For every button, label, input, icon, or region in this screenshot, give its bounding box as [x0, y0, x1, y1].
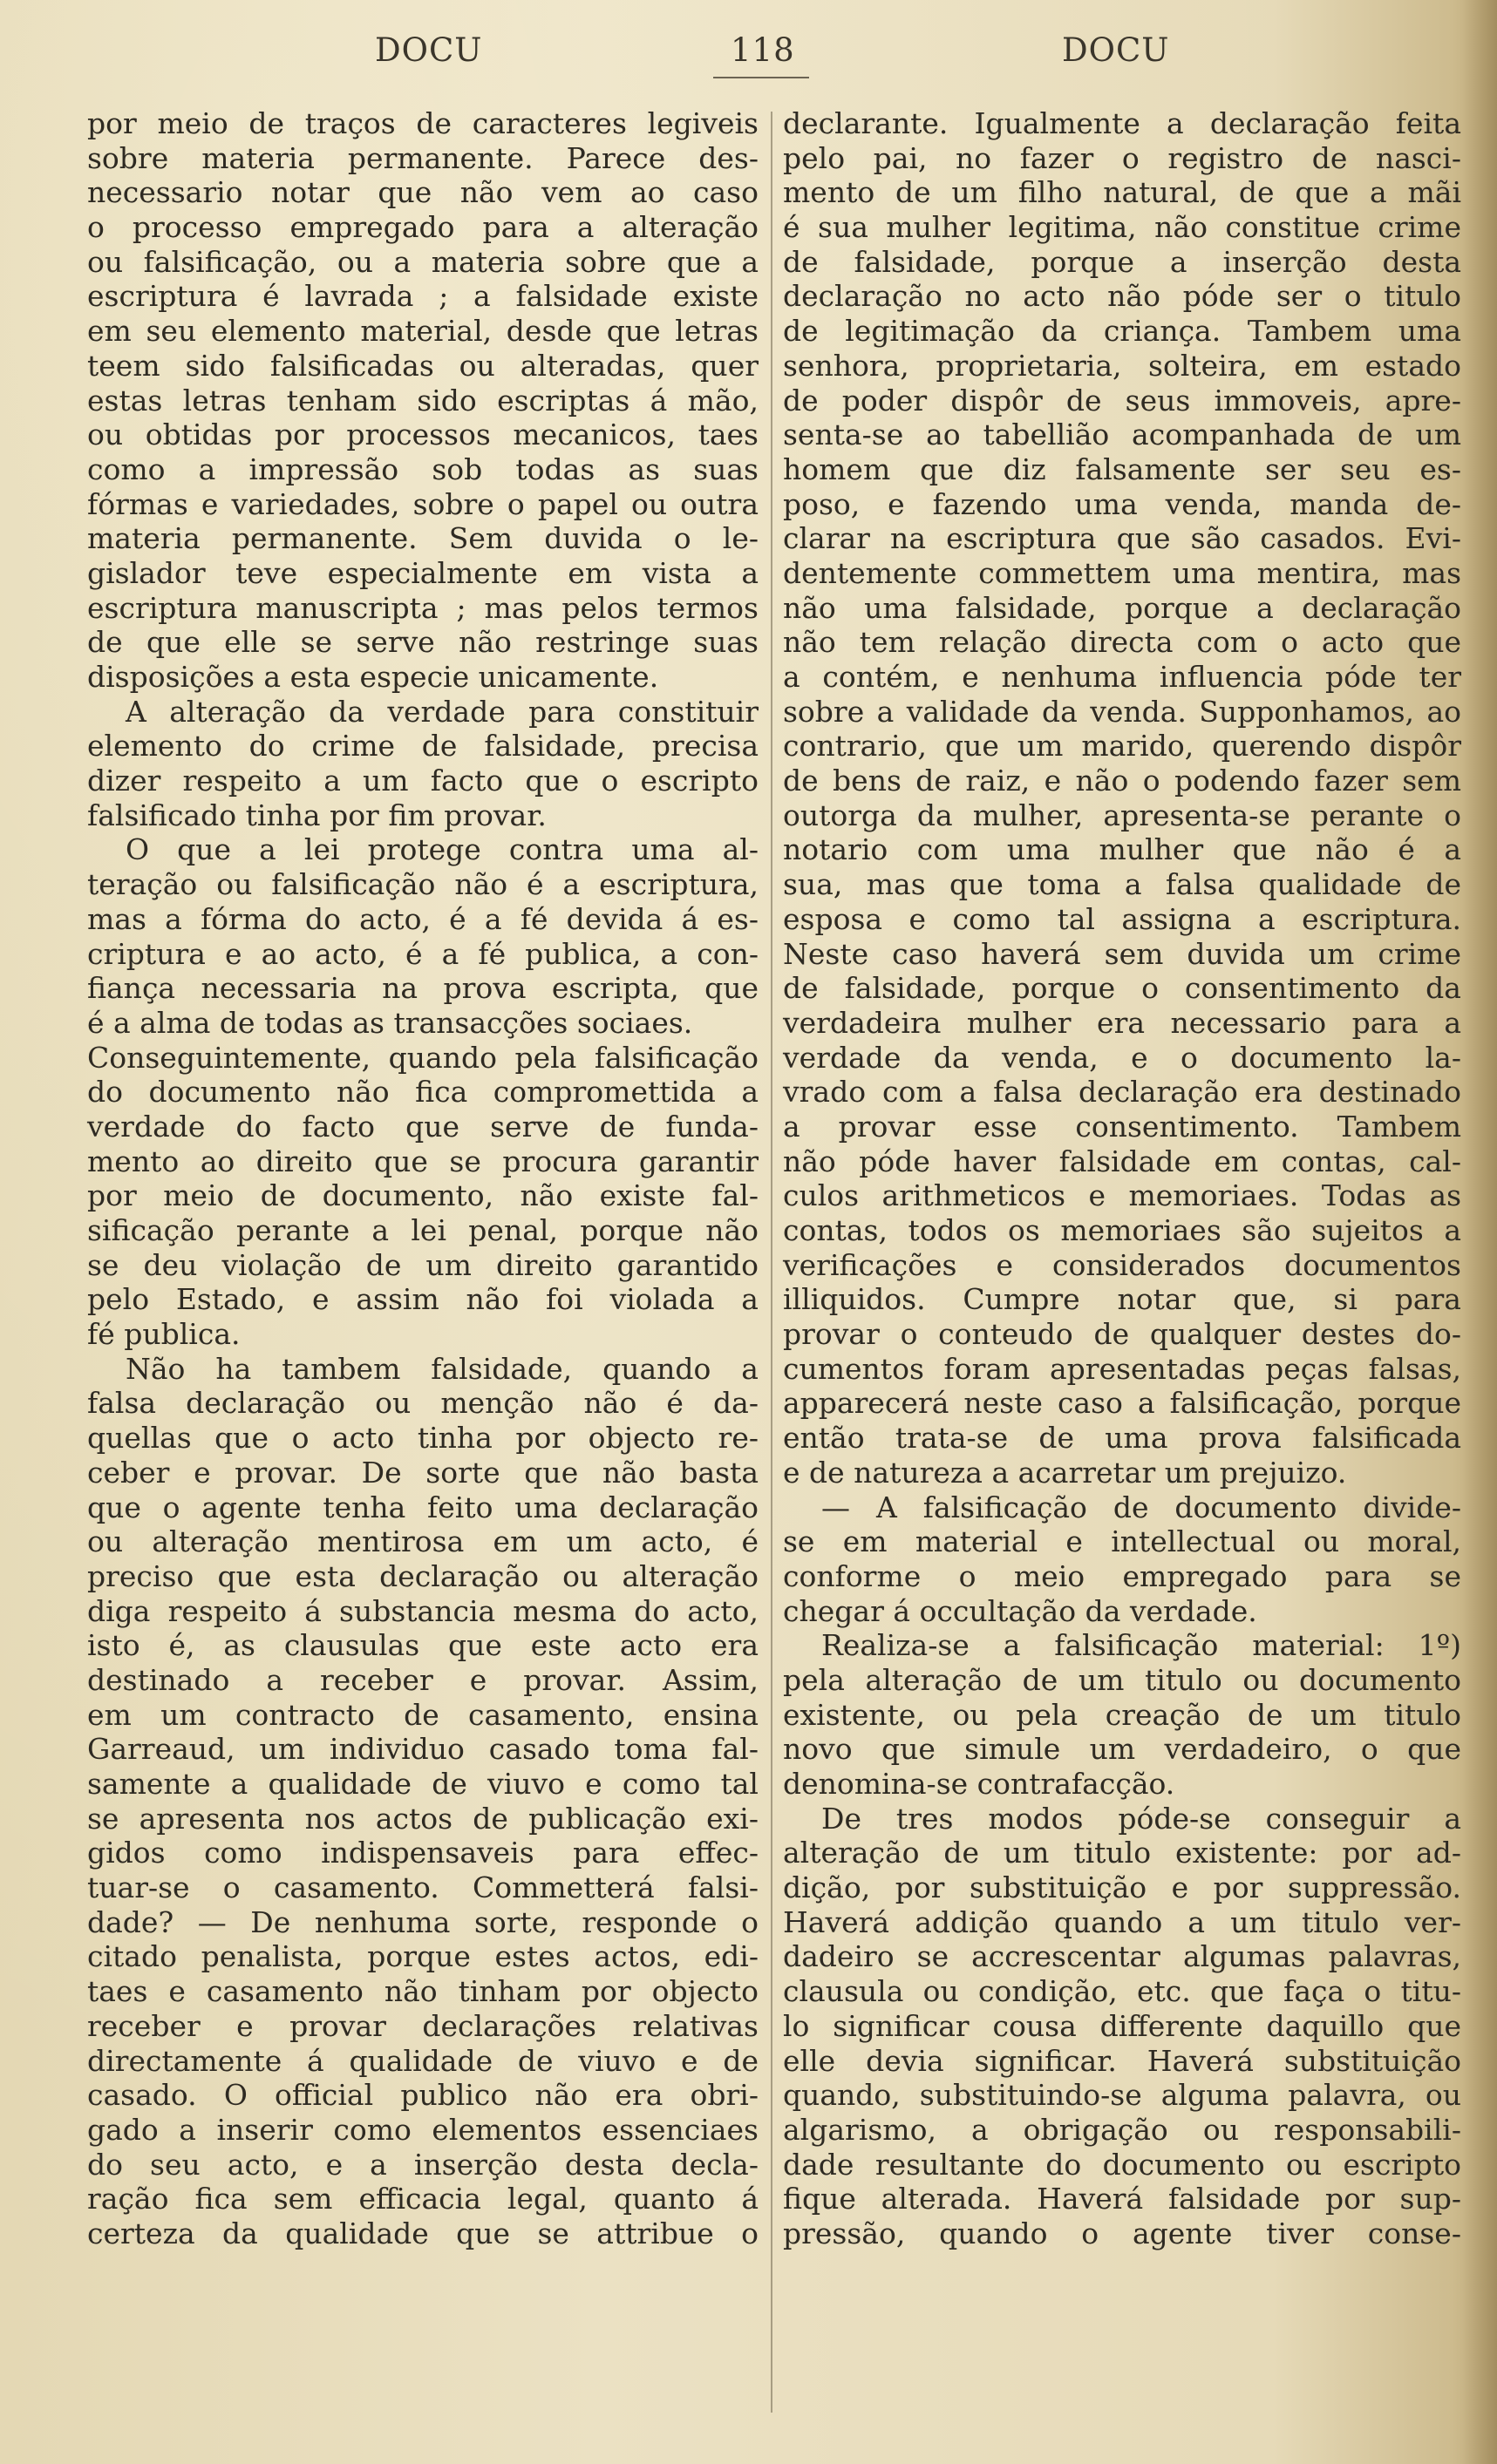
right-column-text-line: pressão, quando o agente tiver conse- [783, 2216, 1461, 2250]
left-column-text-line: citado penalista, porque estes actos, edi- [87, 1939, 759, 1974]
right-column-text-line: Haverá addição quando a um titulo ver- [783, 1904, 1461, 1939]
left-column-text-line: falsificado tinha por fim provar. [87, 798, 547, 832]
left-column-text-line: estas letras tenham sido escriptas á mão, [87, 383, 759, 417]
right-column-text-line: poso, e fazendo uma venda, manda de- [783, 486, 1461, 521]
right-column-text-line: contas, todos os memoriaes são sujeitos a [783, 1213, 1461, 1247]
page-number: 118 [731, 31, 795, 69]
left-column-text-line: disposições a esta especie unicamente. [87, 660, 659, 694]
left-column-text-line: preciso que esta declaração ou alteração [87, 1558, 759, 1593]
right-column-text-line: vrado com a falsa declaração era destinado [783, 1075, 1461, 1110]
left-column-text-line: se deu violação de um direito garantido [87, 1247, 759, 1282]
right-column-text-line: clausula ou condição, etc. que faça o titu- [783, 1974, 1461, 2009]
right-column-text-line: outorga da mulher, apresenta-se perante o [783, 798, 1461, 832]
right-column-text-line: declaração no acto não póde ser o titulo [783, 279, 1461, 314]
right-column-text-line: dade resultante do documento ou escripto [783, 2147, 1461, 2182]
left-column-text-line: casado. O official publico não era obri- [87, 2078, 759, 2113]
left-column-text-line: sobre materia permanente. Parece des- [87, 140, 759, 175]
left-column-text-line: quellas que o acto tinha por objecto re- [87, 1421, 759, 1456]
right-column-text-line: de bens de raiz, e não o podendo fazer sem [783, 764, 1461, 798]
left-column-text-line: por meio de documento, não existe fal- [87, 1178, 759, 1213]
left-column-text-line: dizer respeito a um facto que o escripto [87, 764, 759, 798]
left-column-text-line: taes e casamento não tinham por objecto [87, 1974, 759, 2009]
left-column-text-line: do documento não fica compromettida a [87, 1075, 759, 1110]
running-head-right: DOCU [1062, 31, 1170, 69]
left-column-text-line: criptura e ao acto, é a fé publica, a con- [87, 936, 759, 971]
column-divider [771, 112, 772, 2413]
left-column-text-line: diga respeito á substancia mesma do acto, [87, 1593, 759, 1628]
left-column-text-line: em um contracto de casamento, ensina [87, 1697, 759, 1732]
right-column-text-line: denomina-se contrafacção. [783, 1767, 1175, 1801]
left-column-text-line: ou alteração mentirosa em um acto, é [87, 1524, 759, 1559]
right-column-text-line: alteração de um titulo existente: por ad- [783, 1836, 1461, 1870]
right-column-text-line: verdade da venda, e o documento la- [783, 1040, 1461, 1075]
page-number-underline [713, 77, 809, 78]
right-column-text-line: verificações e considerados documentos [783, 1247, 1461, 1282]
left-column-text-line: A alteração da verdade para constituir [126, 694, 759, 729]
right-column-text-line: de legitimação da criança. Tambem uma [783, 314, 1461, 349]
left-column-text-line: por meio de traços de caracteres legiveis [87, 106, 759, 140]
left-text-column [87, 106, 759, 2251]
left-column-text-line: gidos como indispensaveis para effec- [87, 1836, 759, 1870]
right-column-text-line: então trata-se de uma prova falsificada [783, 1421, 1461, 1456]
left-column-text-line: como a impressão sob todas as suas [87, 451, 759, 486]
right-column-text-line: notario com uma mulher que não é a [783, 832, 1461, 867]
right-column-text-line: lo significar cousa differente daquillo que [783, 2008, 1461, 2043]
left-column-text-line: sificação perante a lei penal, porque não [87, 1213, 759, 1247]
right-column-text-line: de poder dispôr de seus immoveis, apre- [783, 383, 1461, 417]
left-column-text-line: Garreaud, um individuo casado toma fal- [87, 1732, 759, 1767]
page-header [0, 31, 1497, 92]
right-column-text-line: clarar na escriptura que são casados. Evi- [783, 521, 1461, 556]
left-column-text-line: ração fica sem efficacia legal, quanto á [87, 2182, 759, 2216]
right-column-text-line: é sua mulher legitima, não constitue crime [783, 210, 1461, 245]
right-column-text-line: de falsidade, porque a inserção desta [783, 244, 1461, 279]
right-column-text-line: fique alterada. Haverá falsidade por sup- [783, 2182, 1461, 2216]
right-column-text-line: dição, por substituição e por suppressão. [783, 1870, 1461, 1905]
left-column-text-line: dade? — De nenhuma sorte, responde o [87, 1904, 759, 1939]
right-column-text-line: cumentos foram apresentadas peças falsas, [783, 1351, 1461, 1386]
right-column-text-line: novo que simule um verdadeiro, o que [783, 1732, 1461, 1767]
left-column-text-line: mas a fórma do acto, é a fé devida á es- [87, 901, 759, 936]
right-column-text-line: não póde haver falsidade em contas, cal- [783, 1144, 1461, 1178]
right-column-text-line: sobre a validade da venda. Supponhamos, ao [783, 694, 1461, 729]
left-column-text-line: elemento do crime de falsidade, precisa [87, 729, 759, 764]
left-column-text-line: que o agente tenha feito uma declaração [87, 1490, 759, 1524]
right-column-text-line: senta-se ao tabellião acompanhada de um [783, 417, 1461, 452]
left-column-text-line: ou obtidas por processos mecanicos, taes [87, 417, 759, 452]
right-column-text-line: sua, mas que toma a falsa qualidade de [783, 867, 1461, 902]
left-column-text-line: fiança necessaria na prova escripta, que [87, 971, 759, 1006]
right-column-text-line: pela alteração de um titulo ou documento [783, 1662, 1461, 1697]
right-text-column [783, 106, 1461, 2251]
left-column-text-line: gislador teve especialmente em vista a [87, 555, 759, 590]
right-column-text-line: contrario, que um marido, querendo dispôr [783, 729, 1461, 764]
running-head-left: DOCU [375, 31, 483, 69]
right-column-text-line: illiquidos. Cumpre notar que, si para [783, 1282, 1461, 1317]
right-column-text-line: não tem relação directa com o acto que [783, 625, 1461, 660]
left-column-text-line: isto é, as clausulas que este acto era [87, 1628, 759, 1663]
right-column-text-line: Neste caso haverá sem duvida um crime [783, 936, 1461, 971]
left-column-text-line: teração ou falsificação não é a escriptura, [87, 867, 759, 902]
right-column-text-line: culos arithmeticos e memoriaes. Todas as [783, 1178, 1461, 1213]
left-column-text-line: directamente á qualidade de viuvo e de [87, 2043, 759, 2078]
right-column-text-line: Realiza-se a falsificação material: 1º) [821, 1628, 1461, 1663]
left-column-text-line: escriptura é lavrada ; a falsidade existe [87, 279, 759, 314]
right-column-text-line: mento de um filho natural, de que a mãi [783, 175, 1461, 210]
left-column-text-line: teem sido falsificadas ou alteradas, quer [87, 348, 759, 383]
left-column-text-line: falsa declaração ou menção não é da- [87, 1386, 759, 1421]
right-column-text-line: dentemente commettem uma mentira, mas [783, 555, 1461, 590]
left-column-text-line: O que a lei protege contra uma al- [126, 832, 759, 867]
left-column-text-line: tuar-se o casamento. Commetterá falsi- [87, 1870, 759, 1905]
left-column-text-line: fórmas e variedades, sobre o papel ou outra [87, 486, 759, 521]
right-column-text-line: esposa e como tal assigna a escriptura. [783, 901, 1461, 936]
right-column-text-line: conforme o meio empregado para se [783, 1558, 1461, 1593]
right-column-text-line: provar o conteudo de qualquer destes do- [783, 1317, 1461, 1352]
left-column-text-line: o processo empregado para a alteração [87, 210, 759, 245]
right-column-text-line: existente, ou pela creação de um titulo [783, 1697, 1461, 1732]
left-column-text-line: escriptura manuscripta ; mas pelos termos [87, 590, 759, 625]
right-column-text-line: De tres modos póde-se conseguir a [821, 1801, 1461, 1836]
right-column-text-line: elle devia significar. Haverá substituição [783, 2043, 1461, 2078]
right-column-text-line: homem que diz falsamente ser seu es- [783, 451, 1461, 486]
left-column-text-line: se apresenta nos actos de publicação exi- [87, 1801, 759, 1836]
left-column-text-line: do seu acto, e a inserção desta decla- [87, 2147, 759, 2182]
left-column-text-line: destinado a receber e provar. Assim, [87, 1662, 759, 1697]
left-column-text-line: necessario notar que não vem ao caso [87, 175, 759, 210]
right-column-text-line: quando, substituindo-se alguma palavra, ou [783, 2078, 1461, 2113]
right-column-text-line: não uma falsidade, porque a declaração [783, 590, 1461, 625]
left-column-text-line: mento ao direito que se procura garantir [87, 1144, 759, 1178]
right-column-text-line: apparecerá neste caso a falsificação, porque [783, 1386, 1461, 1421]
left-column-text-line: Não ha tambem falsidade, quando a [126, 1351, 759, 1386]
right-column-text-line: dadeiro se accrescentar algumas palavras, [783, 1939, 1461, 1974]
left-column-text-line: pelo Estado, e assim não foi violada a [87, 1282, 759, 1317]
left-column-text-line: em seu elemento material, desde que letras [87, 314, 759, 349]
right-column-text-line: algarismo, a obrigação ou responsabili- [783, 2112, 1461, 2147]
left-column-text-line: fé publica. [87, 1317, 241, 1352]
right-column-text-line: declarante. Igualmente a declaração feita [783, 106, 1461, 140]
left-column-text-line: receber e provar declarações relativas [87, 2008, 759, 2043]
left-column-text-line: ceber e provar. De sorte que não basta [87, 1455, 759, 1490]
left-column-text-line: gado a inserir como elementos essenciaes [87, 2112, 759, 2147]
right-column-text-line: e de natureza a acarretar um prejuizo. [783, 1455, 1347, 1490]
right-column-text-line: a contém, e nenhuma influencia póde ter [783, 660, 1461, 694]
right-column-text-line: verdadeira mulher era necessario para a [783, 1005, 1461, 1040]
page-edge-shadow [1462, 0, 1497, 2464]
left-column-text-line: de que elle se serve não restringe suas [87, 625, 759, 660]
left-column-text-line: ou falsificação, ou a materia sobre que a [87, 244, 759, 279]
left-column-text-line: materia permanente. Sem duvida o le- [87, 521, 759, 556]
left-column-text-line: é a alma de todas as transacções sociaes. [87, 1005, 693, 1040]
left-column-text-line: verdade do facto que serve de funda- [87, 1109, 759, 1144]
right-column-text-line: se em material e intellectual ou moral, [783, 1524, 1461, 1559]
right-column-text-line: de falsidade, porque o consentimento da [783, 971, 1461, 1006]
right-column-text-line: senhora, proprietaria, solteira, em estado [783, 348, 1461, 383]
right-column-text-line: a provar esse consentimento. Tambem [783, 1109, 1461, 1144]
right-column-text-line: — A falsificação de documento divide- [821, 1490, 1461, 1524]
right-column-text-line: pelo pai, no fazer o registro de nasci- [783, 140, 1461, 175]
right-column-text-line: chegar á occultação da verdade. [783, 1593, 1257, 1628]
left-column-text-line: Conseguintemente, quando pela falsificação [87, 1040, 759, 1075]
left-column-text-line: samente a qualidade de viuvo e como tal [87, 1767, 759, 1801]
left-column-text-line: certeza da qualidade que se attribue o [87, 2216, 759, 2250]
